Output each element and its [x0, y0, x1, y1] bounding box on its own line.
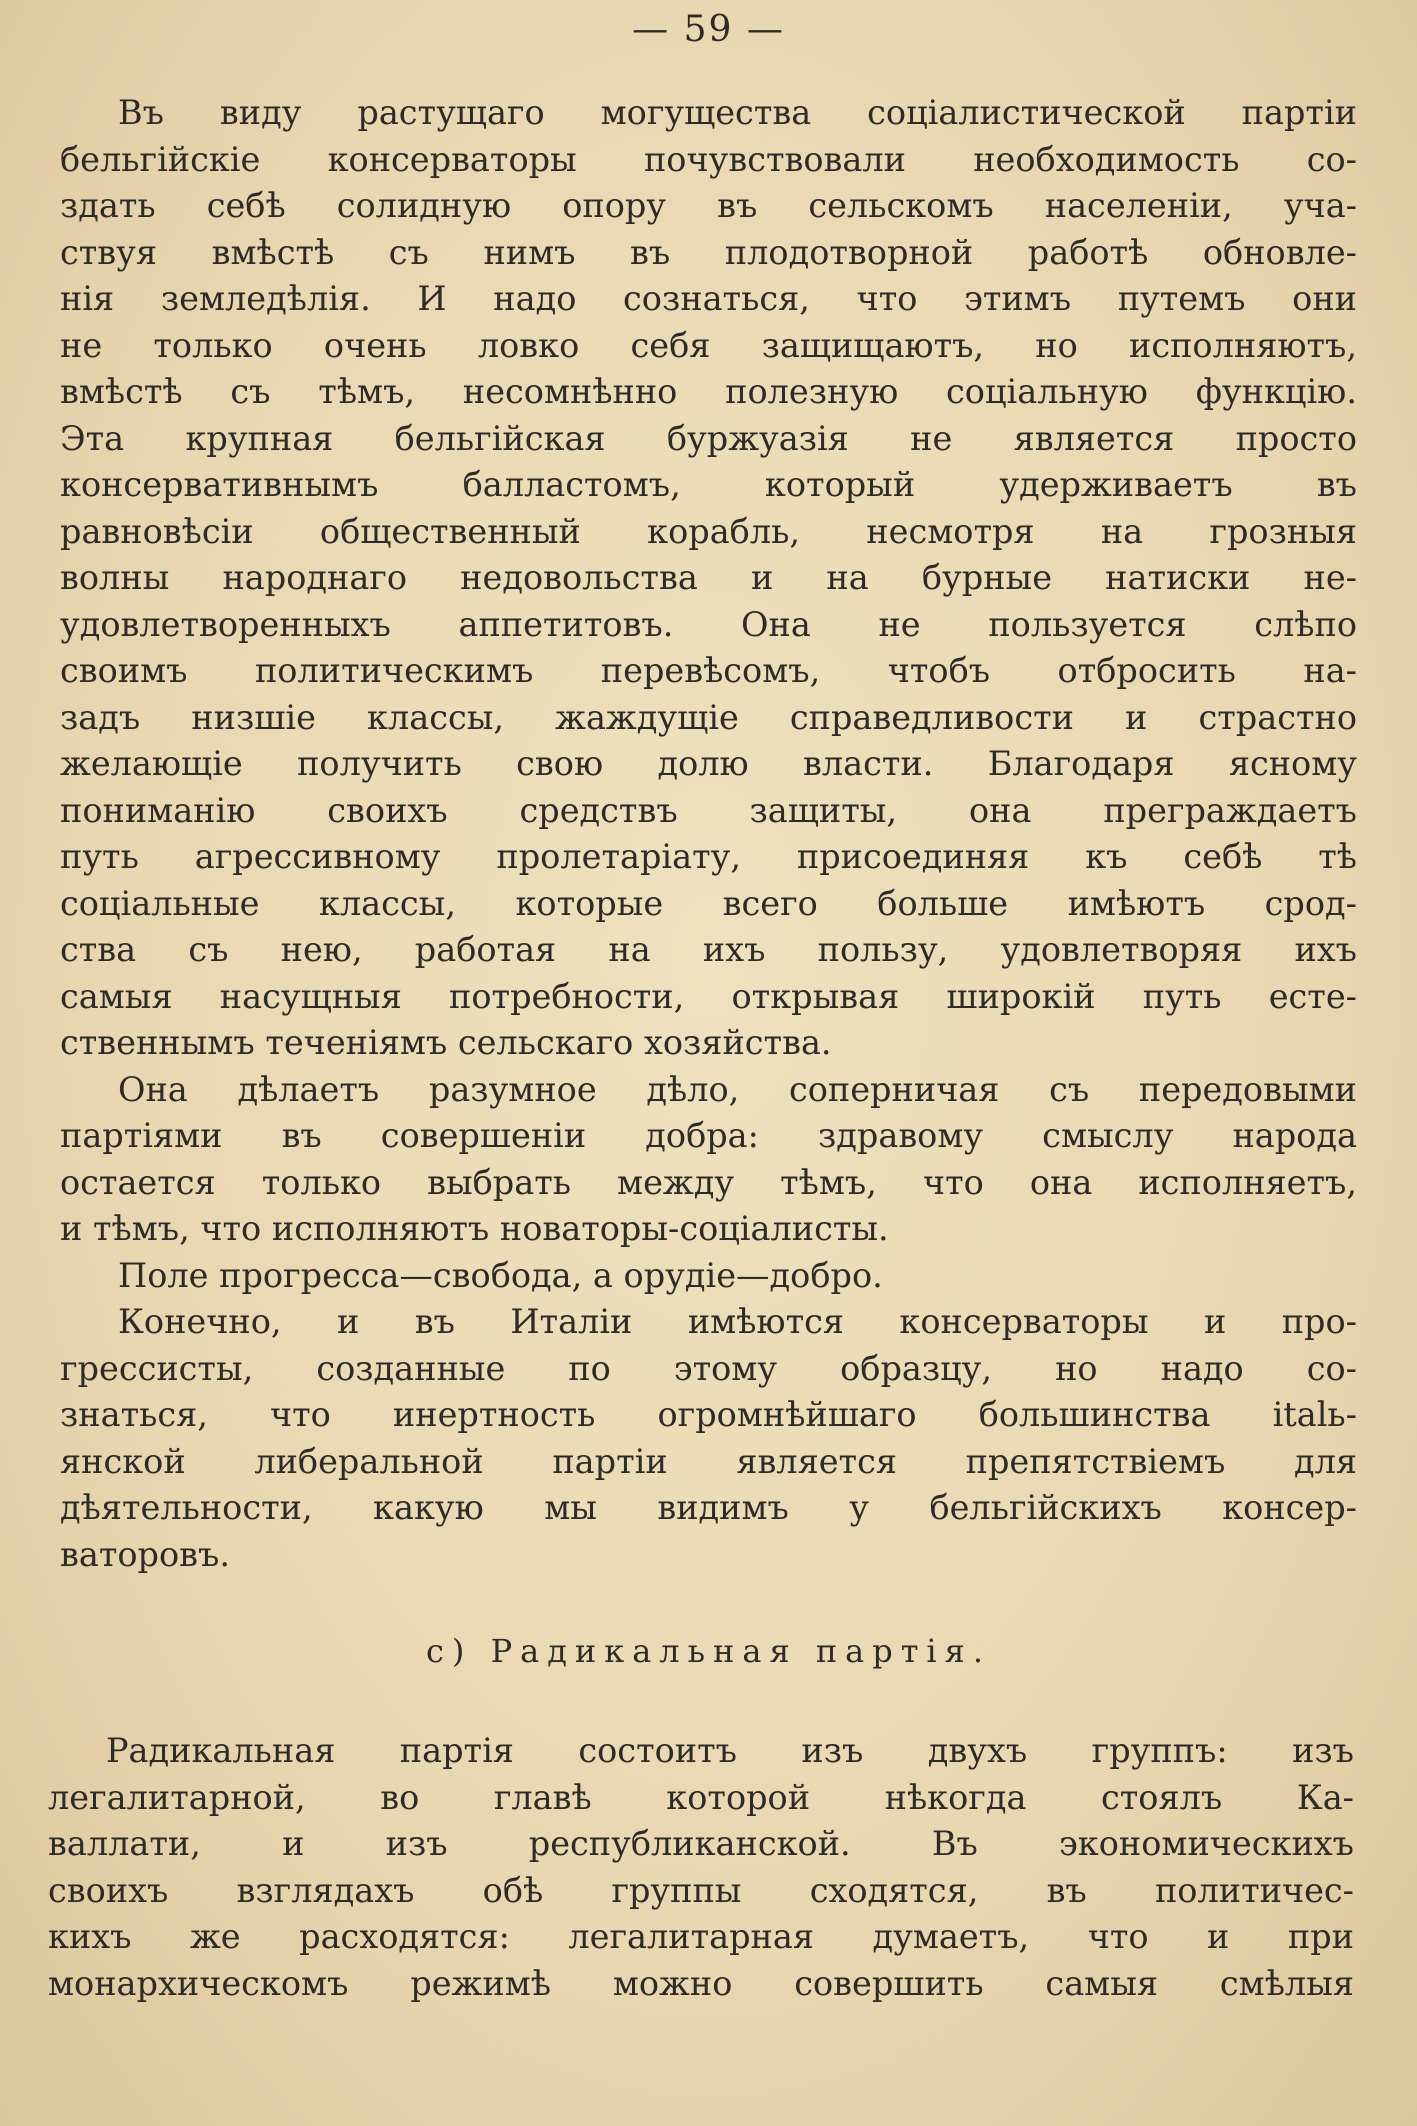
text-line: валлати, и изъ республиканской. Въ экономическихъ — [48, 1824, 1354, 1863]
text-line: остается только выбрать между тѣмъ, что она исполняетъ, — [60, 1162, 1357, 1202]
text-line: янской либеральной партіи является препятствіемъ для — [60, 1441, 1357, 1481]
text-line: путь агрессивному пролетаріату, присоединяя къ себѣ тѣ — [60, 837, 1357, 876]
text-line: равновѣсіи общественный корабль, несмотря на грозныя — [60, 511, 1357, 551]
text-line: и тѣмъ, что исполняютъ новаторы-соціалисты. — [60, 1209, 889, 1248]
text-line: ства съ нею, работая на ихъ пользу, удовлетворяя ихъ — [60, 930, 1357, 969]
text-line: Конечно, и въ Италіи имѣются консерваторы и про- — [118, 1302, 1357, 1341]
text-line: партіями въ совершеніи добра: здравому смыслу народа — [60, 1116, 1357, 1155]
text-line: своихъ взглядахъ обѣ группы сходятся, въ политичес- — [48, 1870, 1354, 1910]
paragraph — [48, 1728, 1354, 2007]
text-line: Эта крупная бельгійская буржуазія не является просто — [60, 418, 1357, 458]
text-line: вмѣстѣ съ тѣмъ, несомнѣнно полезную соціальную функцію. — [60, 372, 1357, 411]
text-line: кихъ же расходятся: легалитарная думаетъ, что и при — [48, 1917, 1354, 1956]
text-line: Поле прогресса—свобода, а орудіе—добро. — [118, 1255, 883, 1295]
text-line: Радикальная партія состоитъ изъ двухъ группъ: изъ — [106, 1731, 1354, 1770]
text-line: знаться, что инертность огромнѣйшаго большинства italь- — [60, 1395, 1357, 1434]
section-text-block — [48, 1728, 1354, 2007]
text-line: самыя насущныя потребности, открывая широкій путь есте- — [60, 976, 1357, 1016]
text-line: монархическомъ режимѣ можно совершить самыя смѣлыя — [48, 1963, 1354, 2003]
text-line: своимъ политическимъ перевѣсомъ, чтобъ отбросить на- — [60, 651, 1357, 690]
text-line: соціальные классы, которые всего больше имѣютъ срод- — [60, 883, 1357, 923]
text-line: здать себѣ солидную опору въ сельскомъ населеніи, уча- — [60, 186, 1357, 225]
paragraph — [60, 90, 1357, 1067]
text-line: желающіе получить свою долю власти. Благодаря ясному — [60, 744, 1357, 783]
text-line: консервативнымъ балластомъ, который удерживаетъ въ — [60, 465, 1357, 504]
text-line: удовлетворенныхъ аппетитовъ. Она не пользуется слѣпо — [60, 604, 1357, 644]
text-line: ствуя вмѣстѣ съ нимъ въ плодотворной работѣ обновле- — [60, 232, 1357, 272]
section-heading: с) Радикальная партія. — [426, 1632, 991, 1670]
page-number: — 59 — — [632, 9, 785, 50]
main-text-block — [60, 90, 1357, 1578]
text-line: задъ низшіе классы, жаждущіе справедливости и страстно — [60, 697, 1357, 737]
paragraph — [60, 1253, 1357, 1300]
text-line: нія земледѣлія. И надо сознаться, что этимъ путемъ они — [60, 279, 1357, 318]
text-line: легалитарной, во главѣ которой нѣкогда стоялъ Ка- — [48, 1777, 1354, 1817]
paragraph — [60, 1299, 1357, 1578]
text-line: ственнымъ теченіямъ сельскаго хозяйства. — [60, 1023, 832, 1062]
text-line: бельгійскіе консерваторы почувствовали необходимость со- — [60, 139, 1357, 179]
text-line: ваторовъ. — [60, 1534, 230, 1574]
text-line: пониманію своихъ средствъ защиты, она преграждаетъ — [60, 790, 1357, 830]
text-line: дѣятельности, какую мы видимъ у бельгійскихъ консер- — [60, 1488, 1357, 1527]
text-line: грессисты, созданные по этому образцу, но надо со- — [60, 1348, 1357, 1388]
paragraph — [60, 1067, 1357, 1253]
text-line: волны народнаго недовольства и на бурные натиски не- — [60, 558, 1357, 597]
text-line: не только очень ловко себя защищаютъ, но исполняютъ, — [60, 325, 1357, 365]
text-line: Въ виду растущаго могущества соціалистической партіи — [118, 93, 1357, 132]
text-line: Она дѣлаетъ разумное дѣло, соперничая съ передовыми — [118, 1069, 1357, 1109]
